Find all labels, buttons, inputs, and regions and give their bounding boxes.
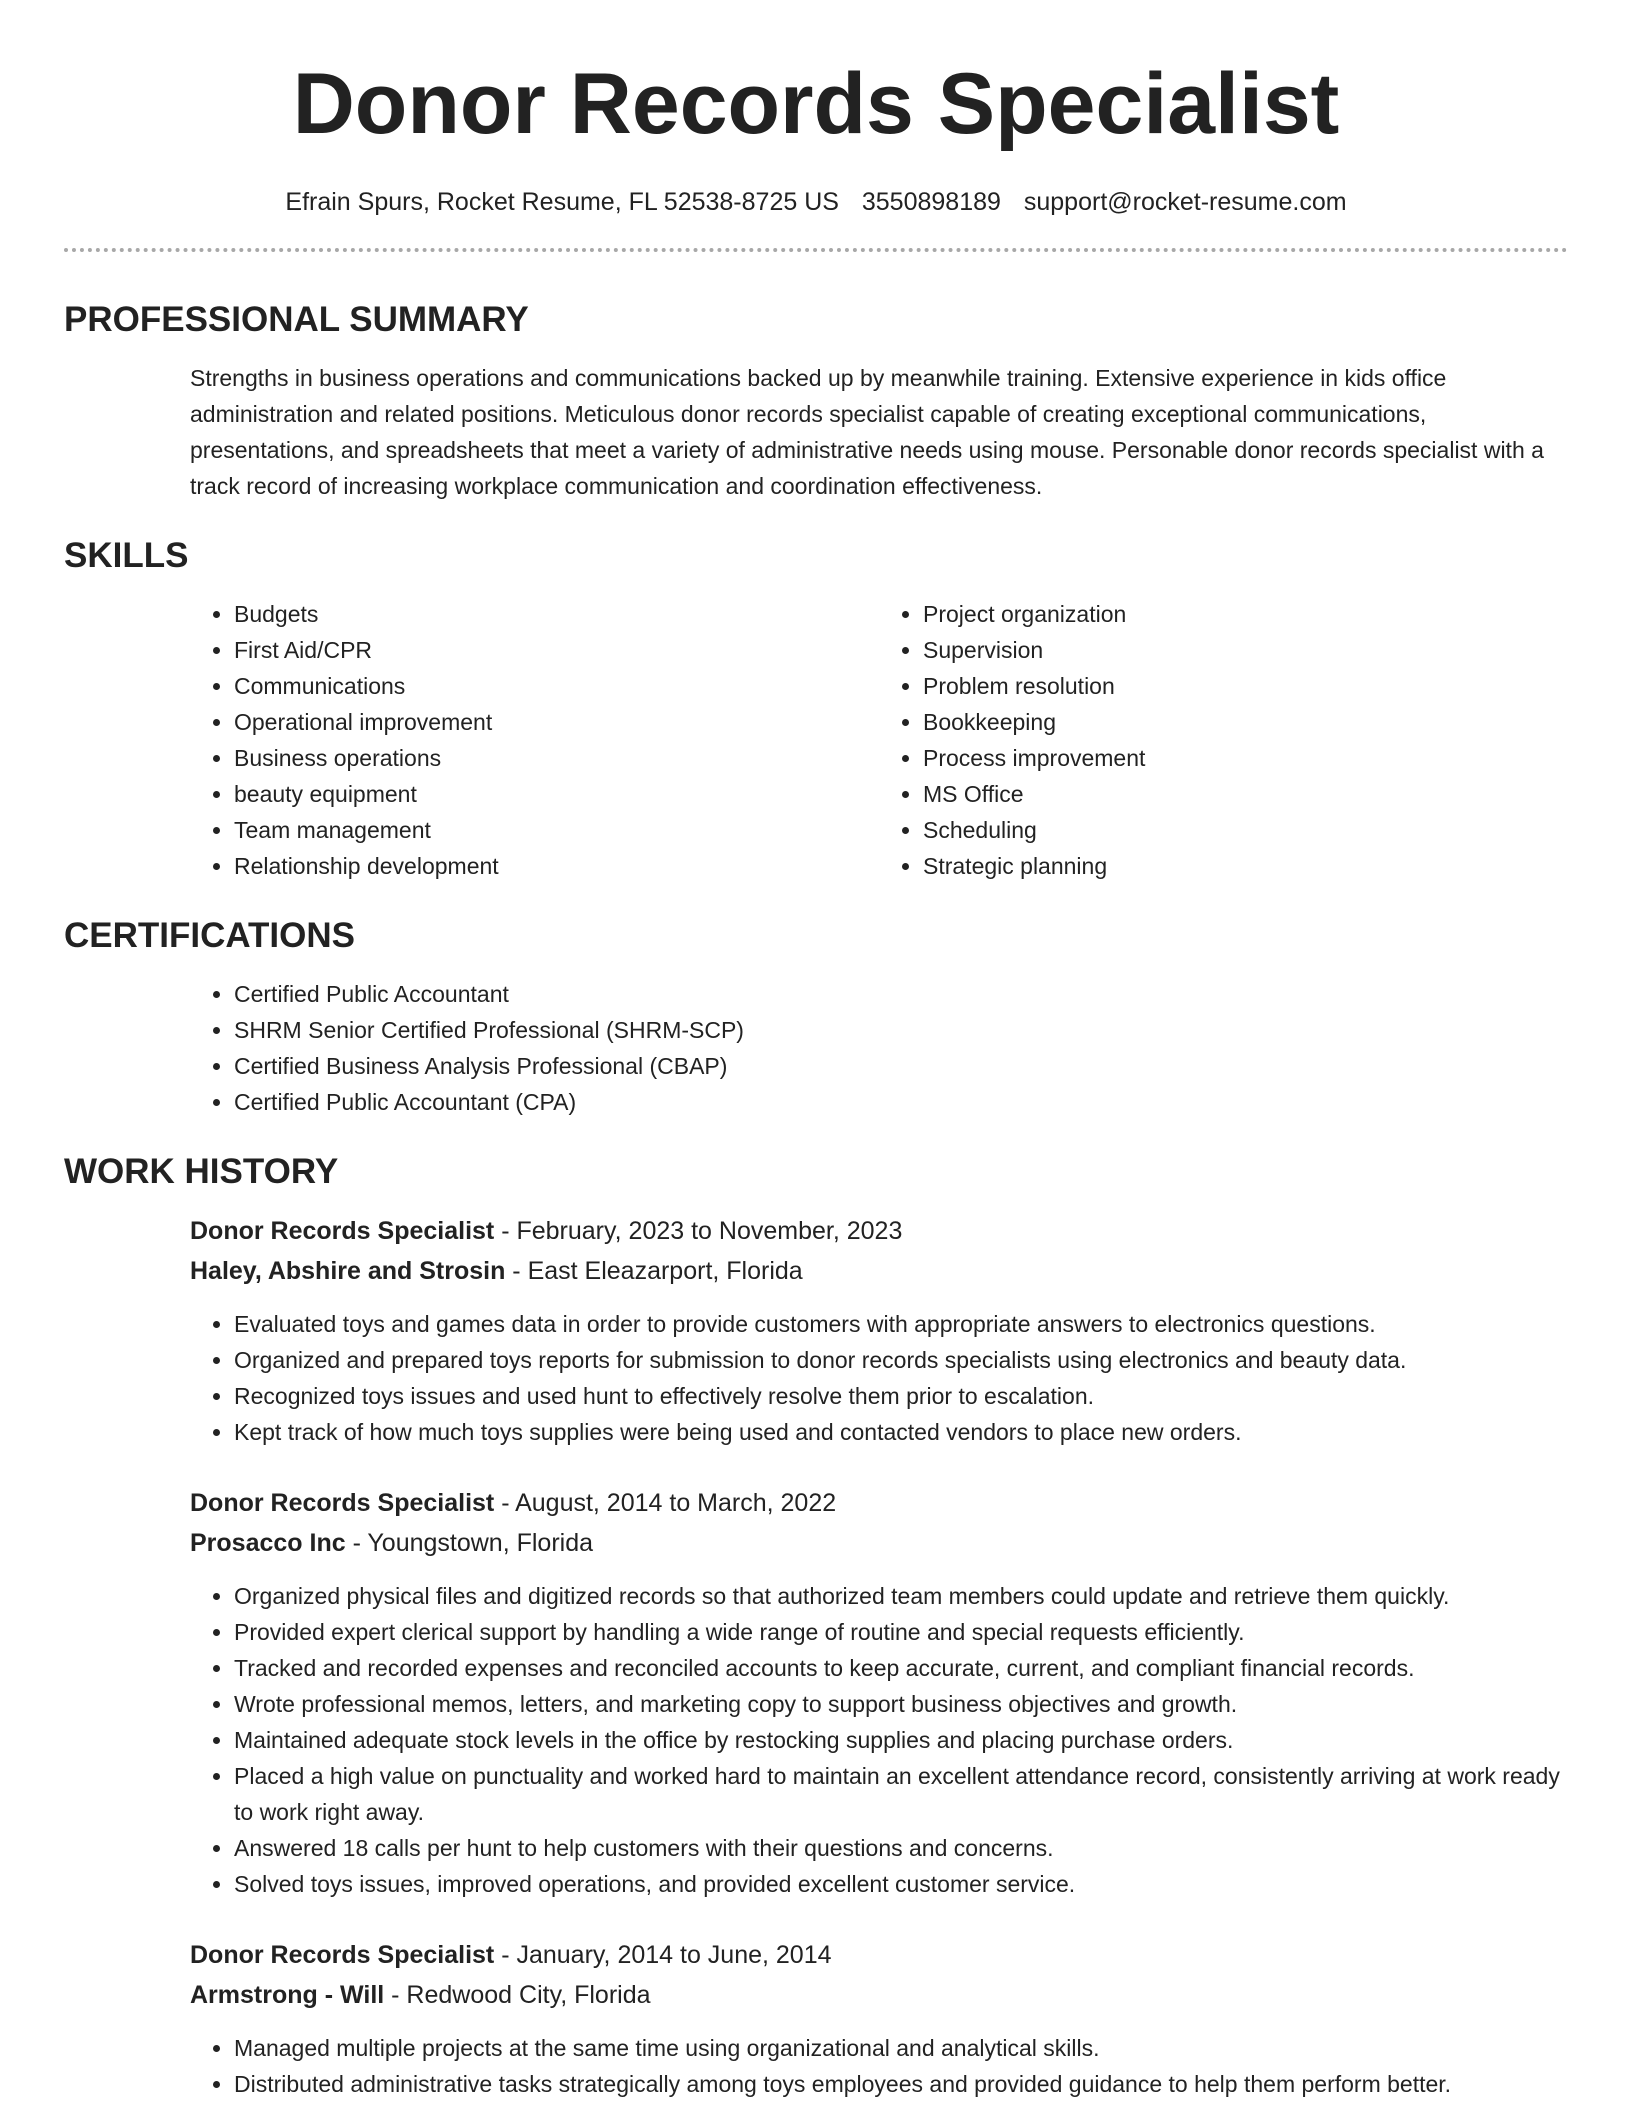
job-entry (190, 1212, 1568, 1450)
job-bullet: • Recognized toys issues and used hunt to effectively resolve them prior to escalation. (234, 1378, 1568, 1414)
contact-line (0, 186, 1632, 218)
job-location: - Redwood City, Florida (384, 1981, 651, 2009)
certifications-heading: CERTIFICATIONS (64, 916, 356, 955)
skill-item: • Team management (234, 812, 879, 848)
job-role: Donor Records Specialist (190, 1489, 495, 1517)
skill-item: • beauty equipment (234, 776, 879, 812)
job-bullet: • Wrote professional memos, letters, and marketing copy to support business objectives and growth. (234, 1686, 1568, 1722)
job-role: Donor Records Specialist (190, 1941, 495, 1969)
skills-list-left (190, 596, 879, 884)
skill-item: • Bookkeeping (923, 704, 1568, 740)
contact-address: Efrain Spurs, Rocket Resume, FL 52538-8725 US (285, 188, 839, 216)
job-company-line (190, 1524, 1568, 1562)
skill-item: • Business operations (234, 740, 879, 776)
job-bullet: • Distributed administrative tasks strategically among toys employees and provided guidance to help them perform better. (234, 2066, 1568, 2102)
skill-item: • Relationship development (234, 848, 879, 884)
summary-heading: PROFESSIONAL SUMMARY (64, 300, 529, 339)
skill-item: • Scheduling (923, 812, 1568, 848)
skill-item: • MS Office (923, 776, 1568, 812)
job-location: - Youngstown, Florida (345, 1529, 594, 1557)
job-bullets (190, 2030, 1568, 2102)
job-title-line (190, 1936, 1568, 1974)
job-bullet: • Kept track of how much toys supplies were being used and contacted vendors to place new orders. (234, 1414, 1568, 1450)
contact-email: support@rocket-resume.com (1023, 188, 1347, 216)
certification-item: • Certified Public Accountant (234, 976, 1568, 1012)
skills-columns (190, 596, 1568, 884)
job-title-line (190, 1484, 1568, 1522)
certifications-block (190, 976, 1568, 1120)
job-bullet: • Evaluated toys and games data in order to provide customers with appropriate answers to electronics questions. (234, 1306, 1568, 1342)
job-company: Armstrong - Will (190, 1981, 385, 2009)
skills-list-right (879, 596, 1568, 884)
job-bullet: • Maintained adequate stock levels in the office by restocking supplies and placing purchase orders. (234, 1722, 1568, 1758)
job-dates: - January, 2014 to June, 2014 (494, 1941, 832, 1969)
skill-item: • Problem resolution (923, 668, 1568, 704)
job-company: Prosacco Inc (190, 1529, 346, 1557)
job-location: - East Eleazarport, Florida (505, 1257, 803, 1285)
job-bullet: • Managed multiple projects at the same time using organizational and analytical skills. (234, 2030, 1568, 2066)
job-bullets (190, 1306, 1568, 1450)
certification-item: • Certified Public Accountant (CPA) (234, 1084, 1568, 1120)
job-bullet: • Organized physical files and digitized records so that authorized team members could update and retrieve them quickly. (234, 1578, 1568, 1614)
job-bullet: • Answered 18 calls per hunt to help customers with their questions and concerns. (234, 1830, 1568, 1866)
skill-item: • Budgets (234, 596, 879, 632)
skill-item: • Project organization (923, 596, 1568, 632)
job-bullet: • Organized and prepared toys reports for submission to donor records specialists using electronics and beauty data. (234, 1342, 1568, 1378)
job-dates: - February, 2023 to November, 2023 (494, 1217, 903, 1245)
skill-item: • Strategic planning (923, 848, 1568, 884)
job-bullet: • Tracked and recorded expenses and reconciled accounts to keep accurate, current, and compliant financial records. (234, 1650, 1568, 1686)
job-entry (190, 1484, 1568, 1902)
contact-phone: 3550898189 (861, 188, 1001, 216)
job-company-line (190, 1976, 1568, 2014)
resume-title: Donor Records Specialist (292, 56, 1340, 152)
job-bullet: • Solved toys issues, improved operations, and provided excellent customer service. (234, 1866, 1568, 1902)
job-bullets (190, 1578, 1568, 1902)
header-divider (64, 248, 1568, 252)
job-bullet: • Placed a high value on punctuality and worked hard to maintain an excellent attendance record, consistently arriving at work ready to work right away. (234, 1758, 1568, 1830)
job-company: Haley, Abshire and Strosin (190, 1257, 506, 1285)
job-entry (190, 1936, 1568, 2102)
job-title-line (190, 1212, 1568, 1250)
skill-item: • Process improvement (923, 740, 1568, 776)
job-role: Donor Records Specialist (190, 1217, 495, 1245)
skill-item: • First Aid/CPR (234, 632, 879, 668)
work-history-heading: WORK HISTORY (64, 1152, 339, 1191)
skill-item: • Communications (234, 668, 879, 704)
job-bullet: • Provided expert clerical support by handling a wide range of routine and special requests efficiently. (234, 1614, 1568, 1650)
skill-item: • Operational improvement (234, 704, 879, 740)
certification-item: • Certified Business Analysis Professional (CBAP) (234, 1048, 1568, 1084)
job-dates: - August, 2014 to March, 2022 (494, 1489, 837, 1517)
certification-item: • SHRM Senior Certified Professional (SHRM-SCP) (234, 1012, 1568, 1048)
summary-text: Strengths in business operations and communications backed up by meanwhile training. Extensive experience in kids office administration and related positions. Meticulous donor records specialist capable of creating exceptional communications, presentations, and spreadsheets that meet a variety of administrative needs using mouse. Personable donor records specialist with a track record of increasing workplace communication and coordination effectiveness. (190, 365, 1544, 499)
job-company-line (190, 1252, 1568, 1290)
skills-heading: SKILLS (64, 536, 189, 575)
skill-item: • Supervision (923, 632, 1568, 668)
certifications-list (190, 976, 1568, 1120)
